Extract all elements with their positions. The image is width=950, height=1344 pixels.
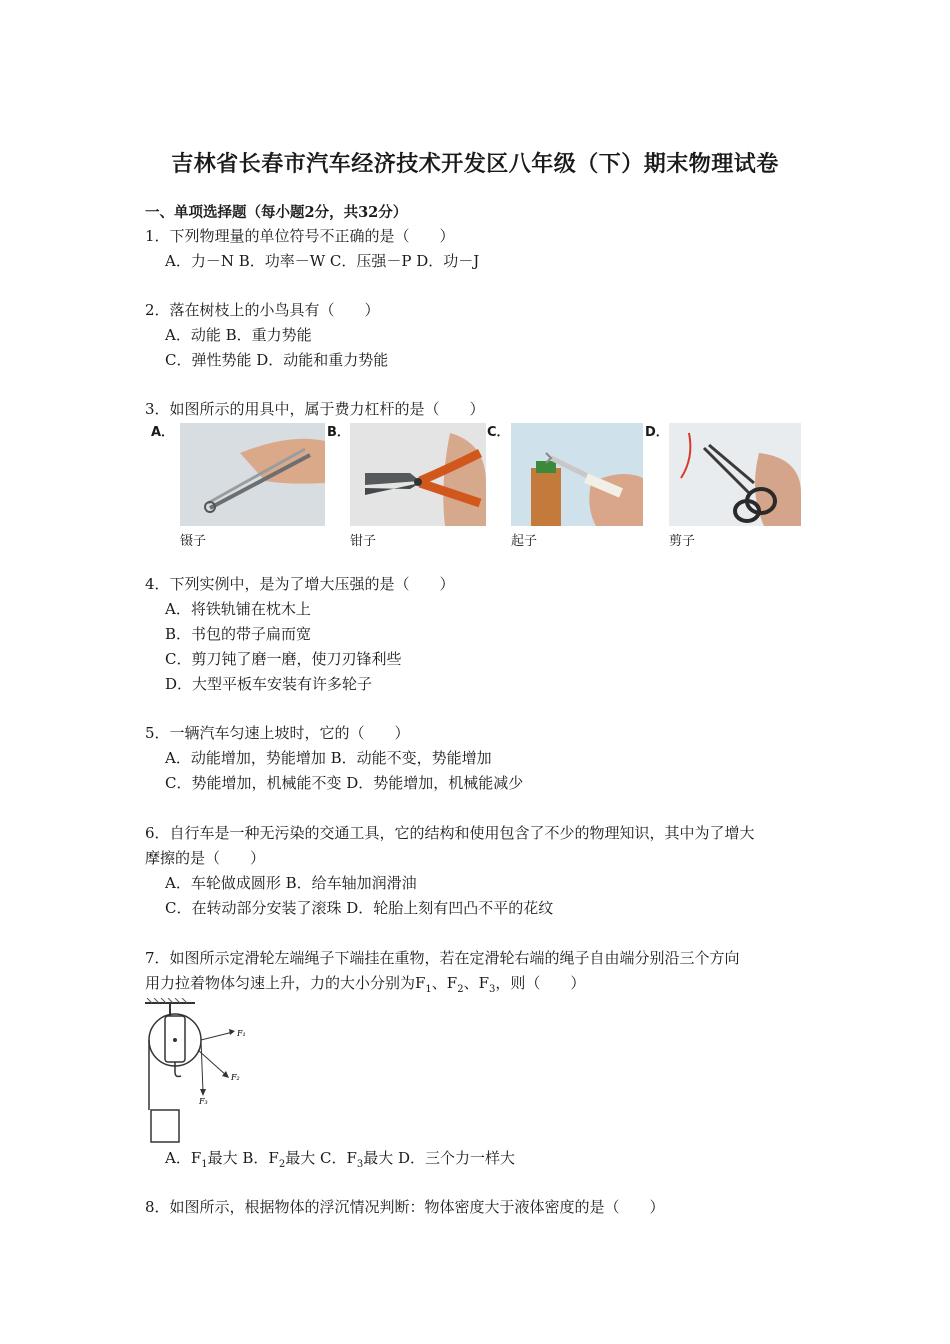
scissors-photo xyxy=(669,423,801,526)
q4-option-a: A．将铁轨铺在枕木上 xyxy=(165,600,311,618)
tweezers-photo xyxy=(180,423,325,526)
q2-options-row1: A．动能 B．重力势能 xyxy=(165,326,312,344)
q3-caption-a: 镊子 xyxy=(180,534,207,549)
q5-stem: 5．一辆汽车匀速上坡时，它的（ ） xyxy=(145,724,410,742)
q7-stem-line1: 7．如图所示定滑轮左端绳子下端挂在重物，若在定滑轮右端的绳子自由端分别沿三个方向 xyxy=(145,949,740,967)
q3-letter-b: B． xyxy=(327,425,350,440)
q3-letter-a: A． xyxy=(151,425,175,440)
q3-letter-c: C． xyxy=(487,425,510,440)
q5-options-row1: A．动能增加，势能增加 B．动能不变，势能增加 xyxy=(165,749,492,767)
q3-caption-c: 起子 xyxy=(511,534,538,549)
q7-options: A．$F_1$最大 B．$F_2$最大 C．$F_3$最大 D．三个力一样大 xyxy=(165,1149,516,1170)
page-title: 吉林省长春市汽车经济技术开发区八年级（下）期末物理试卷 xyxy=(171,151,779,177)
section-heading: 一、单项选择题（每小题2分，共32分） xyxy=(145,204,408,221)
q4-option-c: C．剪刀钝了磨一磨，使刀刃锋利些 xyxy=(165,650,402,668)
q2-stem: 2．落在树枝上的小鸟具有（ ） xyxy=(145,301,380,319)
label-f3: F₃ xyxy=(199,1097,208,1106)
q3-stem: 3．如图所示的用具中，属于费力杠杆的是（ ） xyxy=(145,400,485,418)
q6-stem-line1: 6．自行车是一种无污染的交通工具，它的结构和使用包含了不少的物理知识，其中为了增大 xyxy=(145,824,755,842)
q2-options-row2: C．弹性势能 D．动能和重力势能 xyxy=(165,351,389,369)
q4-option-b: B．书包的带子扁而宽 xyxy=(165,625,312,643)
q3-caption-d: 剪子 xyxy=(669,534,696,549)
q4-stem: 4．下列实例中，是为了增大压强的是（ ） xyxy=(145,575,455,593)
q6-options-row1: A．车轮做成圆形 B．给车轴加润滑油 xyxy=(165,874,417,892)
q3-figure-row xyxy=(145,420,810,550)
q5-options-row2: C．势能增加，机械能不变 D．势能增加，机械能减少 xyxy=(165,774,524,792)
q7-stem-line2: 用力拉着物体匀速上升，力的大小分别为$F_1$、$F_2$、$F_3$，则（ ） xyxy=(145,974,586,995)
bottle-opener-photo xyxy=(511,423,643,526)
label-f2: F₂ xyxy=(231,1073,240,1082)
label-f1: F₁ xyxy=(237,1029,246,1038)
q4-option-d: D．大型平板车安装有许多轮子 xyxy=(165,675,373,693)
q1-stem: 1．下列物理量的单位符号不正确的是（ ） xyxy=(145,227,455,245)
q3-caption-b: 钳子 xyxy=(350,534,377,549)
q8-stem: 8．如图所示，根据物体的浮沉情况判断：物体密度大于液体密度的是（ ） xyxy=(145,1198,665,1216)
pliers-photo xyxy=(350,423,486,526)
q6-options-row2: C．在转动部分安装了滚珠 D．轮胎上刻有凹凸不平的花纹 xyxy=(165,899,554,917)
q1-options: A．力－N B．功率－W C．压强－P D．功－J xyxy=(165,252,480,270)
q6-stem-line2: 摩擦的是（ ） xyxy=(145,849,266,867)
pulley-diagram xyxy=(145,998,255,1146)
q3-letter-d: D． xyxy=(645,425,669,440)
